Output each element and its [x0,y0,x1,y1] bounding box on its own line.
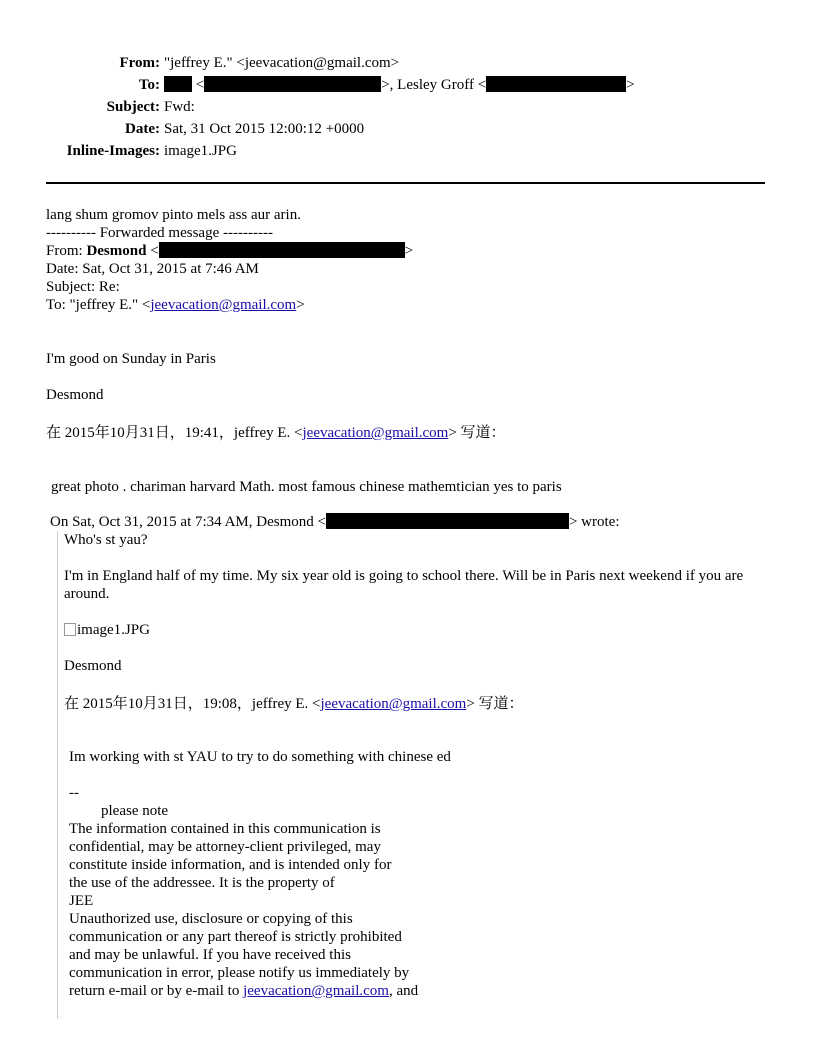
disclaimer-line: communication in error, please notify us immediately by [69,965,410,981]
redaction-bar [486,76,626,92]
chinese-quote-header-1: 在 2015年10月31日，19:41，jeffrey E. <jeevacation@gmail.com> 写道： [46,425,506,441]
signature-dashes: -- [69,785,79,801]
date-value: Sat, 31 Oct 2015 12:00:12 +0000 [164,121,365,137]
signature-2: Desmond [64,658,122,674]
from-value: "jeffrey E." <jeevacation@gmail.com> [164,55,400,71]
body-line-1: lang shum gromov pinto mels ass aur arin. [46,207,301,223]
message-2: great photo . chariman harvard Math. most famous chinese mathemtician yes to paris [51,479,562,495]
disclaimer-line: Unauthorized use, disclosure or copying of this [69,911,353,927]
header-subject-row [0,98,816,120]
to-value: < >, Lesley Groff < > [164,76,635,94]
from-label: From: [119,55,160,71]
disclaimer-line: confidential, may be attorney-client privileged, may [69,839,381,855]
disclaimer-line: communication or any part thereof is strictly prohibited [69,929,402,945]
quote-question: Who's st yau? [64,532,148,548]
email-link[interactable]: jeevacation@gmail.com [150,297,297,313]
header-date-row [0,120,816,142]
please-note: please note [101,803,169,819]
date-label: Date: [125,121,160,137]
header-to-row [0,76,816,98]
redaction-bar [204,76,381,92]
inline-images-label: Inline-Images: [66,143,160,159]
email-header [0,54,816,164]
disclaimer-line: The information contained in this communication is [69,821,381,837]
message-1: I'm good on Sunday in Paris [46,351,216,367]
subject-label: Subject: [106,99,160,115]
redaction-bar [164,76,192,92]
disclaimer-line: JEE [69,893,94,909]
redaction-bar [326,513,569,529]
to-label: To: [138,77,160,93]
quote-paragraph: I'm in England half of my time. My six year old is going to school there. Will be in Paris next weekend if you are around. [64,568,744,602]
redaction-bar [159,242,405,258]
disclaimer-line: and may be unlawful. If you have received this [69,947,351,963]
broken-image-icon [64,623,76,636]
disclaimer-line: the use of the addressee. It is the property of [69,875,335,891]
subject-value: Fwd: [164,99,195,115]
inline-images-value: image1.JPG [164,143,237,159]
disclaimer-line: return e-mail or by e-mail to jeevacation@gmail.com, and [69,983,419,999]
chinese-quote-header-2: 在 2015年10月31日，19:08，jeffrey E. <jeevacation@gmail.com> 写道： [64,696,524,712]
email-link[interactable]: jeevacation@gmail.com [320,696,467,712]
forwarded-date: Date: Sat, Oct 31, 2015 at 7:46 AM [46,261,259,277]
header-from-row [0,54,816,76]
forward-separator: ---------- Forwarded message ---------- [46,225,273,241]
email-link[interactable]: jeevacation@gmail.com [243,983,389,999]
disclaimer-line: constitute inside information, and is intended only for [69,857,392,873]
signature-1: Desmond [46,387,104,403]
forwarded-to: To: "jeffrey E." <jeevacation@gmail.com> [46,297,305,313]
header-inline-images-row [0,142,816,164]
forwarded-subject: Subject: Re: [46,279,120,295]
wrote-line: On Sat, Oct 31, 2015 at 7:34 AM, Desmond < > wrote: [50,514,620,530]
quote-message-3: Im working with st YAU to try to do something with chinese ed [69,749,451,765]
forwarded-from-name: Desmond [86,243,147,259]
quote-bar [57,531,58,1019]
email-link[interactable]: jeevacation@gmail.com [302,425,449,441]
forwarded-from: From: Desmond < > [46,243,414,259]
inline-image-placeholder: image1.JPG [64,621,150,639]
header-divider [46,182,765,184]
